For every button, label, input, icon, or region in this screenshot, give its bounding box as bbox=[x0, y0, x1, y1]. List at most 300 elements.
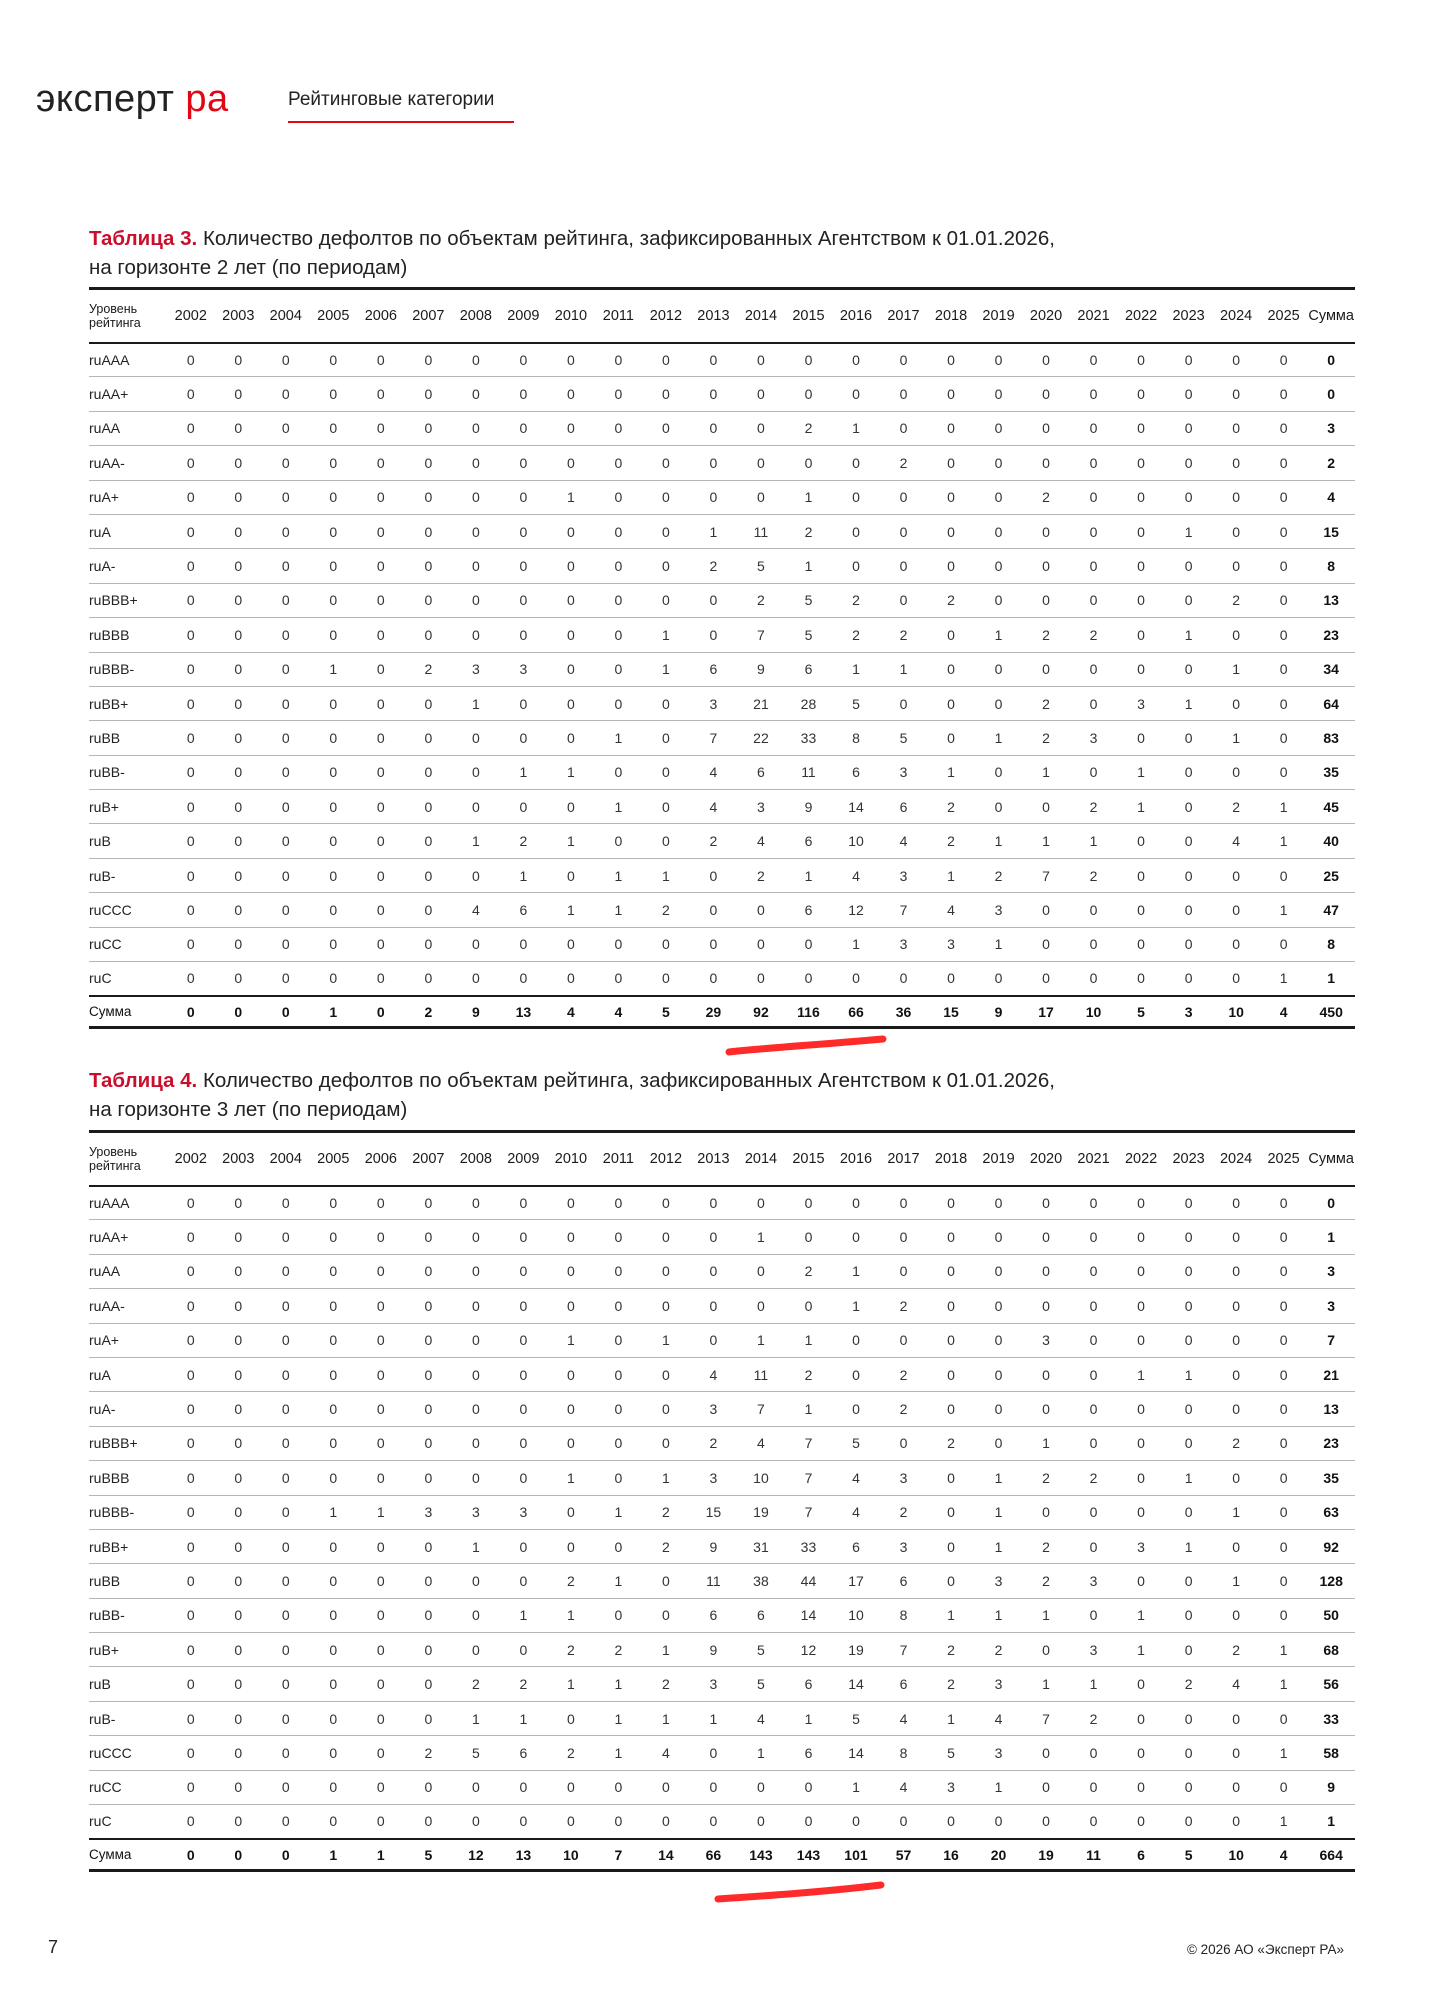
value-cell: 0 bbox=[405, 1357, 453, 1391]
value-cell: 0 bbox=[737, 1805, 785, 1839]
header-year: 2010 bbox=[547, 289, 595, 343]
value-cell: 0 bbox=[1165, 1770, 1213, 1804]
value-cell: 0 bbox=[785, 1805, 833, 1839]
header-year: 2002 bbox=[167, 1132, 215, 1186]
value-cell: 0 bbox=[357, 927, 405, 961]
value-cell: 0 bbox=[595, 1805, 643, 1839]
value-cell: 0 bbox=[595, 1289, 643, 1323]
value-cell: 0 bbox=[452, 583, 500, 617]
row-sum-cell: 128 bbox=[1307, 1564, 1355, 1598]
value-cell: 1 bbox=[595, 1495, 643, 1529]
value-cell: 0 bbox=[1022, 1495, 1070, 1529]
value-cell: 0 bbox=[737, 893, 785, 927]
value-cell: 3 bbox=[1022, 1323, 1070, 1357]
value-cell: 0 bbox=[405, 1323, 453, 1357]
total-cell: 0 bbox=[167, 996, 215, 1028]
value-cell: 0 bbox=[1260, 1357, 1308, 1391]
value-cell: 0 bbox=[1212, 1289, 1260, 1323]
value-cell: 0 bbox=[215, 411, 263, 445]
table-row bbox=[89, 343, 1355, 377]
value-cell: 0 bbox=[357, 549, 405, 583]
value-cell: 0 bbox=[785, 343, 833, 377]
value-cell: 0 bbox=[1070, 411, 1118, 445]
value-cell: 1 bbox=[737, 1220, 785, 1254]
value-cell: 0 bbox=[1260, 1598, 1308, 1632]
value-cell: 0 bbox=[167, 1254, 215, 1288]
value-cell: 14 bbox=[785, 1598, 833, 1632]
value-cell: 1 bbox=[595, 1667, 643, 1701]
row-sum-cell: 25 bbox=[1307, 858, 1355, 892]
total-label: Сумма bbox=[89, 996, 167, 1028]
value-cell: 10 bbox=[737, 1461, 785, 1495]
value-cell: 0 bbox=[1260, 446, 1308, 480]
value-cell: 3 bbox=[690, 1667, 738, 1701]
total-cell: 1 bbox=[310, 1839, 358, 1871]
value-cell: 0 bbox=[262, 480, 310, 514]
value-cell: 8 bbox=[832, 721, 880, 755]
table3-title-line2: на горизонте 2 лет (по периодам) bbox=[89, 256, 408, 279]
value-cell: 0 bbox=[1070, 893, 1118, 927]
value-cell: 0 bbox=[547, 1254, 595, 1288]
value-cell: 0 bbox=[547, 343, 595, 377]
value-cell: 0 bbox=[262, 446, 310, 480]
value-cell: 0 bbox=[452, 927, 500, 961]
table-row bbox=[89, 1598, 1355, 1632]
value-cell: 0 bbox=[1212, 755, 1260, 789]
value-cell: 2 bbox=[452, 1667, 500, 1701]
red-underline-annotation-1 bbox=[725, 1033, 890, 1059]
value-cell: 0 bbox=[262, 1392, 310, 1426]
value-cell: 1 bbox=[547, 1323, 595, 1357]
value-cell: 0 bbox=[215, 790, 263, 824]
value-cell: 2 bbox=[500, 1667, 548, 1701]
value-cell: 0 bbox=[547, 618, 595, 652]
table-row bbox=[89, 446, 1355, 480]
value-cell: 0 bbox=[642, 1357, 690, 1391]
value-cell: 0 bbox=[357, 1220, 405, 1254]
value-cell: 0 bbox=[167, 1323, 215, 1357]
value-cell: 0 bbox=[1022, 1289, 1070, 1323]
value-cell: 0 bbox=[357, 652, 405, 686]
total-cell: 4 bbox=[1260, 996, 1308, 1028]
value-cell: 0 bbox=[1260, 1392, 1308, 1426]
value-cell: 0 bbox=[642, 1564, 690, 1598]
value-cell: 0 bbox=[452, 480, 500, 514]
total-cell: 10 bbox=[1212, 996, 1260, 1028]
value-cell: 0 bbox=[262, 1357, 310, 1391]
value-cell: 0 bbox=[1022, 1186, 1070, 1220]
value-cell: 0 bbox=[832, 480, 880, 514]
value-cell: 7 bbox=[690, 721, 738, 755]
value-cell: 0 bbox=[690, 1323, 738, 1357]
value-cell: 19 bbox=[832, 1633, 880, 1667]
table-row bbox=[89, 1564, 1355, 1598]
value-cell: 0 bbox=[357, 1289, 405, 1323]
value-cell: 0 bbox=[1212, 618, 1260, 652]
value-cell: 0 bbox=[167, 1564, 215, 1598]
value-cell: 2 bbox=[737, 583, 785, 617]
rating-level-cell: ruB- bbox=[89, 858, 167, 892]
value-cell: 0 bbox=[1212, 962, 1260, 996]
value-cell: 0 bbox=[215, 1323, 263, 1357]
value-cell: 4 bbox=[690, 790, 738, 824]
value-cell: 0 bbox=[1260, 1564, 1308, 1598]
rating-level-cell: ruBB+ bbox=[89, 686, 167, 720]
value-cell: 0 bbox=[167, 583, 215, 617]
value-cell: 0 bbox=[547, 1357, 595, 1391]
header-year: 2013 bbox=[690, 1132, 738, 1186]
rating-level-cell: ruAA+ bbox=[89, 1220, 167, 1254]
table-header-row bbox=[89, 289, 1355, 343]
table-row bbox=[89, 755, 1355, 789]
value-cell: 0 bbox=[1212, 377, 1260, 411]
value-cell: 0 bbox=[975, 1220, 1023, 1254]
value-cell: 0 bbox=[500, 721, 548, 755]
value-cell: 0 bbox=[357, 1770, 405, 1804]
value-cell: 1 bbox=[1165, 618, 1213, 652]
value-cell: 0 bbox=[405, 1701, 453, 1735]
value-cell: 0 bbox=[1212, 1461, 1260, 1495]
value-cell: 0 bbox=[1212, 343, 1260, 377]
total-row bbox=[89, 996, 1355, 1028]
value-cell: 0 bbox=[405, 480, 453, 514]
value-cell: 3 bbox=[975, 1736, 1023, 1770]
row-sum-cell: 21 bbox=[1307, 1357, 1355, 1391]
value-cell: 0 bbox=[880, 411, 928, 445]
value-cell: 3 bbox=[975, 893, 1023, 927]
value-cell: 1 bbox=[642, 1633, 690, 1667]
value-cell: 0 bbox=[1165, 1736, 1213, 1770]
value-cell: 0 bbox=[1165, 962, 1213, 996]
value-cell: 1 bbox=[1260, 1667, 1308, 1701]
value-cell: 0 bbox=[215, 1461, 263, 1495]
value-cell: 3 bbox=[452, 652, 500, 686]
value-cell: 0 bbox=[262, 962, 310, 996]
value-cell: 0 bbox=[500, 618, 548, 652]
value-cell: 0 bbox=[1022, 1392, 1070, 1426]
rating-level-cell: ruAAA bbox=[89, 1186, 167, 1220]
value-cell: 0 bbox=[215, 1220, 263, 1254]
value-cell: 1 bbox=[452, 1701, 500, 1735]
header-level-line1: Уровень bbox=[89, 1144, 138, 1159]
value-cell: 0 bbox=[262, 618, 310, 652]
table3-title-line1: Количество дефолтов по объектам рейтинга, зафиксированных Агентством к 01.01.2026, bbox=[202, 227, 1055, 250]
value-cell: 0 bbox=[167, 446, 215, 480]
value-cell: 1 bbox=[690, 1701, 738, 1735]
value-cell: 3 bbox=[1117, 686, 1165, 720]
header-rating-level bbox=[89, 289, 167, 343]
value-cell: 0 bbox=[1165, 1701, 1213, 1735]
table-row bbox=[89, 1736, 1355, 1770]
value-cell: 0 bbox=[1117, 549, 1165, 583]
rating-level-cell: ruBBB- bbox=[89, 1495, 167, 1529]
rating-level-cell: ruB+ bbox=[89, 790, 167, 824]
value-cell: 0 bbox=[215, 1495, 263, 1529]
value-cell: 0 bbox=[310, 1357, 358, 1391]
value-cell: 11 bbox=[737, 514, 785, 548]
value-cell: 0 bbox=[357, 1564, 405, 1598]
value-cell: 4 bbox=[880, 824, 928, 858]
logo-word-2: ра bbox=[185, 78, 229, 120]
value-cell: 2 bbox=[642, 893, 690, 927]
value-cell: 0 bbox=[642, 1186, 690, 1220]
value-cell: 0 bbox=[547, 686, 595, 720]
value-cell: 1 bbox=[832, 411, 880, 445]
header-sum: Сумма bbox=[1307, 289, 1355, 343]
value-cell: 0 bbox=[310, 1461, 358, 1495]
rating-level-cell: ruAA bbox=[89, 1254, 167, 1288]
value-cell: 1 bbox=[452, 824, 500, 858]
row-sum-cell: 47 bbox=[1307, 893, 1355, 927]
table4-label: Таблица 4. bbox=[89, 1069, 198, 1092]
value-cell: 0 bbox=[1212, 686, 1260, 720]
value-cell: 0 bbox=[832, 514, 880, 548]
value-cell: 0 bbox=[405, 1254, 453, 1288]
total-cell: 1 bbox=[357, 1839, 405, 1871]
value-cell: 0 bbox=[832, 1357, 880, 1391]
value-cell: 0 bbox=[1165, 1186, 1213, 1220]
value-cell: 0 bbox=[975, 1357, 1023, 1391]
value-cell: 6 bbox=[880, 790, 928, 824]
value-cell: 1 bbox=[975, 618, 1023, 652]
value-cell: 1 bbox=[547, 755, 595, 789]
value-cell: 0 bbox=[1212, 549, 1260, 583]
value-cell: 0 bbox=[1165, 927, 1213, 961]
value-cell: 0 bbox=[547, 583, 595, 617]
value-cell: 0 bbox=[595, 343, 643, 377]
rating-level-cell: ruBB bbox=[89, 1564, 167, 1598]
value-cell: 1 bbox=[832, 1770, 880, 1804]
value-cell: 0 bbox=[357, 1805, 405, 1839]
value-cell: 4 bbox=[1212, 824, 1260, 858]
value-cell: 4 bbox=[737, 1701, 785, 1735]
total-cell: 11 bbox=[1070, 1839, 1118, 1871]
value-cell: 1 bbox=[595, 1564, 643, 1598]
value-cell: 14 bbox=[832, 1736, 880, 1770]
value-cell: 0 bbox=[595, 1598, 643, 1632]
value-cell: 1 bbox=[1022, 1667, 1070, 1701]
value-cell: 0 bbox=[262, 1736, 310, 1770]
value-cell: 1 bbox=[785, 1701, 833, 1735]
value-cell: 2 bbox=[737, 858, 785, 892]
table-row bbox=[89, 1186, 1355, 1220]
value-cell: 0 bbox=[1022, 514, 1070, 548]
value-cell: 0 bbox=[262, 583, 310, 617]
section-title: Рейтинговые категории bbox=[288, 89, 514, 123]
value-cell: 0 bbox=[452, 1564, 500, 1598]
value-cell: 1 bbox=[737, 1323, 785, 1357]
value-cell: 0 bbox=[880, 686, 928, 720]
value-cell: 1 bbox=[595, 893, 643, 927]
rating-level-cell: ruA- bbox=[89, 1392, 167, 1426]
value-cell: 6 bbox=[737, 755, 785, 789]
value-cell: 1 bbox=[785, 480, 833, 514]
total-cell: 66 bbox=[690, 1839, 738, 1871]
value-cell: 0 bbox=[927, 652, 975, 686]
value-cell: 0 bbox=[262, 1289, 310, 1323]
value-cell: 0 bbox=[595, 377, 643, 411]
value-cell: 0 bbox=[642, 1254, 690, 1288]
value-cell: 0 bbox=[1212, 1254, 1260, 1288]
value-cell: 0 bbox=[690, 962, 738, 996]
value-cell: 0 bbox=[737, 1186, 785, 1220]
header-year: 2009 bbox=[500, 1132, 548, 1186]
table3 bbox=[89, 287, 1355, 1029]
value-cell: 0 bbox=[832, 549, 880, 583]
value-cell: 0 bbox=[547, 721, 595, 755]
header-year: 2008 bbox=[452, 1132, 500, 1186]
value-cell: 11 bbox=[737, 1357, 785, 1391]
value-cell: 2 bbox=[927, 1667, 975, 1701]
value-cell: 6 bbox=[785, 1667, 833, 1701]
value-cell: 5 bbox=[452, 1736, 500, 1770]
value-cell: 0 bbox=[1117, 514, 1165, 548]
value-cell: 0 bbox=[1260, 411, 1308, 445]
rating-level-cell: ruAA+ bbox=[89, 377, 167, 411]
value-cell: 1 bbox=[785, 549, 833, 583]
value-cell: 0 bbox=[500, 1529, 548, 1563]
value-cell: 0 bbox=[975, 514, 1023, 548]
value-cell: 0 bbox=[452, 962, 500, 996]
value-cell: 44 bbox=[785, 1564, 833, 1598]
value-cell: 1 bbox=[595, 1736, 643, 1770]
value-cell: 0 bbox=[595, 962, 643, 996]
value-cell: 0 bbox=[357, 1598, 405, 1632]
row-sum-cell: 92 bbox=[1307, 1529, 1355, 1563]
value-cell: 0 bbox=[500, 1805, 548, 1839]
value-cell: 0 bbox=[167, 1289, 215, 1323]
row-sum-cell: 34 bbox=[1307, 652, 1355, 686]
value-cell: 0 bbox=[452, 1805, 500, 1839]
value-cell: 0 bbox=[1260, 652, 1308, 686]
total-cell: 92 bbox=[737, 996, 785, 1028]
value-cell: 0 bbox=[1165, 1633, 1213, 1667]
value-cell: 5 bbox=[737, 1633, 785, 1667]
header-year: 2014 bbox=[737, 289, 785, 343]
value-cell: 0 bbox=[262, 1461, 310, 1495]
value-cell: 0 bbox=[1260, 1495, 1308, 1529]
value-cell: 0 bbox=[785, 446, 833, 480]
value-cell: 1 bbox=[1260, 1633, 1308, 1667]
value-cell: 0 bbox=[1260, 721, 1308, 755]
value-cell: 0 bbox=[1117, 1186, 1165, 1220]
value-cell: 0 bbox=[310, 377, 358, 411]
value-cell: 0 bbox=[1070, 1392, 1118, 1426]
value-cell: 2 bbox=[1070, 1701, 1118, 1735]
value-cell: 0 bbox=[927, 411, 975, 445]
table-row bbox=[89, 1770, 1355, 1804]
header-year: 2016 bbox=[832, 289, 880, 343]
value-cell: 0 bbox=[405, 1770, 453, 1804]
value-cell: 0 bbox=[262, 1495, 310, 1529]
value-cell: 2 bbox=[1212, 1426, 1260, 1460]
value-cell: 0 bbox=[1117, 1564, 1165, 1598]
value-cell: 0 bbox=[1260, 1220, 1308, 1254]
table4-title-line1: Количество дефолтов по объектам рейтинга, зафиксированных Агентством к 01.01.2026, bbox=[202, 1069, 1055, 1092]
value-cell: 0 bbox=[167, 343, 215, 377]
value-cell: 0 bbox=[975, 1392, 1023, 1426]
value-cell: 4 bbox=[452, 893, 500, 927]
value-cell: 0 bbox=[357, 411, 405, 445]
value-cell: 0 bbox=[500, 1220, 548, 1254]
value-cell: 0 bbox=[1212, 1392, 1260, 1426]
value-cell: 0 bbox=[975, 755, 1023, 789]
value-cell: 2 bbox=[927, 790, 975, 824]
value-cell: 0 bbox=[215, 1254, 263, 1288]
header-year: 2014 bbox=[737, 1132, 785, 1186]
value-cell: 0 bbox=[547, 1529, 595, 1563]
value-cell: 0 bbox=[215, 927, 263, 961]
value-cell: 0 bbox=[547, 1289, 595, 1323]
value-cell: 5 bbox=[832, 686, 880, 720]
value-cell: 11 bbox=[690, 1564, 738, 1598]
value-cell: 0 bbox=[785, 962, 833, 996]
value-cell: 0 bbox=[405, 514, 453, 548]
value-cell: 0 bbox=[1165, 824, 1213, 858]
value-cell: 0 bbox=[310, 962, 358, 996]
value-cell: 0 bbox=[1022, 652, 1070, 686]
rating-level-cell: ruBB+ bbox=[89, 1529, 167, 1563]
value-cell: 0 bbox=[262, 1770, 310, 1804]
value-cell: 0 bbox=[452, 1598, 500, 1632]
value-cell: 0 bbox=[262, 927, 310, 961]
total-cell: 0 bbox=[167, 1839, 215, 1871]
header-year: 2006 bbox=[357, 289, 405, 343]
value-cell: 1 bbox=[1022, 824, 1070, 858]
value-cell: 0 bbox=[167, 1392, 215, 1426]
value-cell: 0 bbox=[642, 927, 690, 961]
value-cell: 0 bbox=[737, 962, 785, 996]
header-year: 2003 bbox=[215, 1132, 263, 1186]
value-cell: 0 bbox=[690, 583, 738, 617]
value-cell: 0 bbox=[357, 343, 405, 377]
value-cell: 1 bbox=[1165, 1357, 1213, 1391]
table-row bbox=[89, 721, 1355, 755]
value-cell: 0 bbox=[167, 721, 215, 755]
value-cell: 0 bbox=[262, 686, 310, 720]
value-cell: 1 bbox=[547, 1667, 595, 1701]
value-cell: 0 bbox=[1022, 583, 1070, 617]
value-cell: 0 bbox=[1070, 927, 1118, 961]
value-cell: 0 bbox=[1260, 1323, 1308, 1357]
value-cell: 0 bbox=[927, 1461, 975, 1495]
value-cell: 0 bbox=[500, 790, 548, 824]
value-cell: 0 bbox=[927, 1323, 975, 1357]
value-cell: 0 bbox=[1070, 1186, 1118, 1220]
value-cell: 0 bbox=[1260, 1770, 1308, 1804]
value-cell: 1 bbox=[452, 686, 500, 720]
value-cell: 0 bbox=[690, 446, 738, 480]
value-cell: 0 bbox=[1117, 1667, 1165, 1701]
value-cell: 5 bbox=[832, 1426, 880, 1460]
value-cell: 0 bbox=[690, 618, 738, 652]
rating-level-cell: ruCC bbox=[89, 1770, 167, 1804]
total-row bbox=[89, 1839, 1355, 1871]
value-cell: 2 bbox=[1212, 1633, 1260, 1667]
value-cell: 0 bbox=[357, 1701, 405, 1735]
value-cell: 1 bbox=[547, 1461, 595, 1495]
value-cell: 0 bbox=[215, 583, 263, 617]
value-cell: 0 bbox=[1117, 1392, 1165, 1426]
value-cell: 0 bbox=[595, 549, 643, 583]
value-cell: 1 bbox=[1260, 962, 1308, 996]
value-cell: 0 bbox=[215, 1770, 263, 1804]
value-cell: 0 bbox=[1070, 343, 1118, 377]
value-cell: 0 bbox=[1165, 583, 1213, 617]
total-cell: 143 bbox=[785, 1839, 833, 1871]
row-sum-cell: 1 bbox=[1307, 1220, 1355, 1254]
header-year: 2018 bbox=[927, 289, 975, 343]
